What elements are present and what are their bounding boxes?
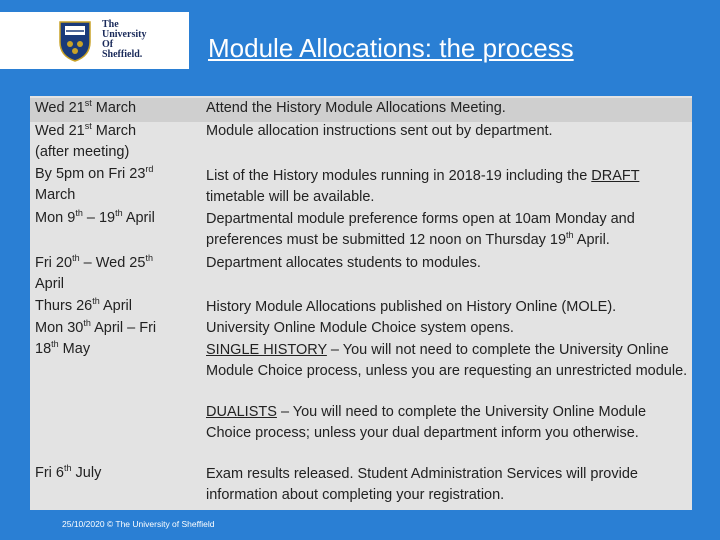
- university-logo: [0, 12, 189, 69]
- event-instructions: Module allocation instructions sent out by department.: [206, 123, 553, 139]
- event-system: University Online Module Choice system opens.: [206, 320, 514, 336]
- date-results: Fri 6th July: [35, 463, 102, 481]
- event-allocates: Department allocates students to modules.: [206, 255, 481, 271]
- event-forms: Departmental module preference forms open at 10am Monday and preferences must be submitted 12 noon on Thursday 19th April.: [206, 211, 635, 248]
- event-list: List of the History modules running in 2018-19 including the DRAFT timetable will be available.: [206, 168, 640, 205]
- date-instructions: Wed 21st March (after meeting): [35, 121, 137, 160]
- logo-text: The University Of Sheffield.: [102, 19, 147, 60]
- date-meeting: Wed 21st March: [35, 98, 137, 116]
- date-published: Thurs 26th April: [35, 296, 132, 314]
- event-meeting: Attend the History Module Allocations Meeting.: [206, 100, 506, 116]
- date-forms: Mon 9th – 19th April: [35, 208, 155, 226]
- event-single-history: SINGLE HISTORY – You will not need to complete the University Online Module Choice process, unless you are requesting an unrestricted module.: [206, 342, 688, 379]
- event-published: History Module Allocations published on History Online (MOLE).: [206, 299, 617, 315]
- event-results: Exam results released. Student Administration Services will provide information about completing your registration.: [206, 466, 638, 503]
- crest-icon: [58, 20, 92, 62]
- page-title: Module Allocations: the process: [208, 33, 574, 63]
- date-list: By 5pm on Fri 23rd March: [35, 164, 154, 203]
- date-allocates: Fri 20th – Wed 25th April: [35, 253, 153, 292]
- date-system: Mon 30th April – Fri 18th May: [35, 318, 157, 357]
- footer-text: 25/10/2020 © The University of Sheffield: [62, 519, 215, 529]
- event-dualists: DUALISTS – You will need to complete the University Online Module Choice process; unless your dual department inform you otherwise.: [206, 404, 647, 441]
